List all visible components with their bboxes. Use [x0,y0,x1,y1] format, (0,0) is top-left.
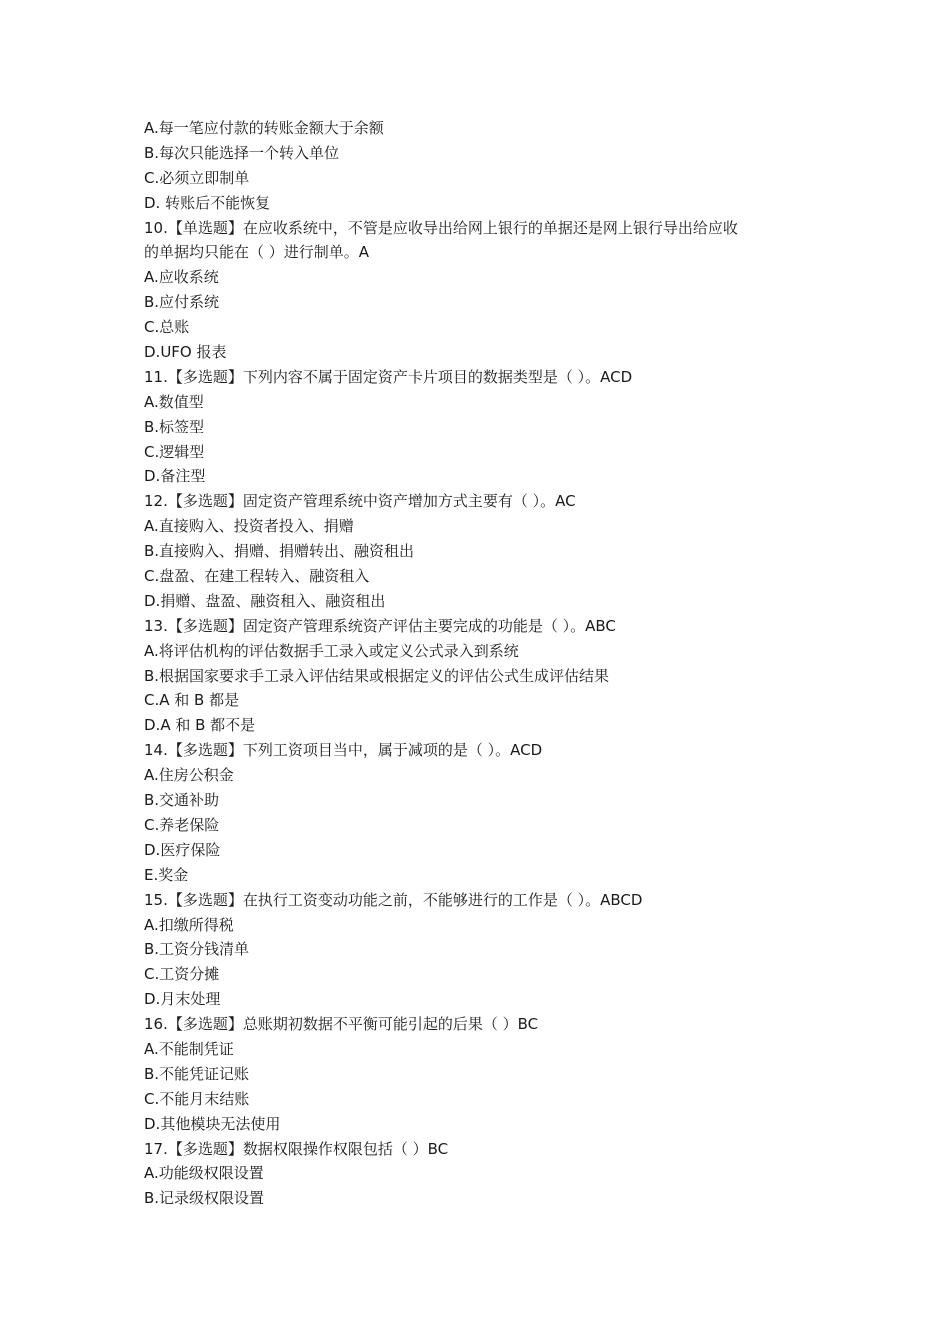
text-line: B.记录级权限设置 [144,1189,265,1208]
text-line: 16.【多选题】总账期初数据不平衡可能引起的后果（ ）BC [144,1015,539,1034]
text-line: D.备注型 [144,467,206,486]
text-line: B.直接购入、捐赠、捐赠转出、融资租出 [144,542,415,561]
text-line: 12.【多选题】固定资产管理系统中资产增加方式主要有（ ）。AC [144,492,576,511]
text-line: C.不能月末结账 [144,1089,250,1108]
text-line: A.不能制凭证 [144,1039,234,1058]
text-line: B.标签型 [144,417,205,436]
text-line: A.住房公积金 [144,766,234,785]
text-line: A.将评估机构的评估数据手工录入或定义公式录入到系统 [144,641,519,660]
text-line: A.数值型 [144,392,204,411]
text-line: E.奖金 [144,865,189,884]
text-line: A.每一笔应付款的转账金额大于余额 [144,119,384,137]
text-line: B.不能凭证记账 [144,1064,250,1083]
text-line: B.根据国家要求手工录入评估结果或根据定义的评估公式生成评估结果 [144,666,610,685]
text-line: 15.【多选题】在执行工资变动功能之前，不能够进行的工作是（ ）。ABCD [144,890,643,909]
text-line: B.应付系统 [144,293,220,312]
text-line: C.盘盈、在建工程转入、融资租入 [144,567,370,586]
text-line: B.工资分钱清单 [144,940,250,959]
text-line: C.养老保险 [144,815,220,834]
text-line: D.A 和 B 都不是 [144,716,256,735]
text-line: 10.【单选题】在应收系统中，不管是应收导出给网上银行的单据还是网上银行导出给应收 [144,218,738,237]
text-line: D.捐赠、盘盈、融资租入、融资租出 [144,591,386,610]
text-line: D.医疗保险 [144,840,221,859]
text-line: 14.【多选题】下列工资项目当中，属于减项的是（ ）。ACD [144,741,543,760]
text-line: A.扣缴所得税 [144,915,234,934]
text-line: D.其他模块无法使用 [144,1114,281,1133]
text-line: A.直接购入、投资者投入、捐赠 [144,517,354,536]
text-line: D.月末处理 [144,990,221,1009]
text-line: D. 转账后不能恢复 [144,193,271,212]
text-line: 11.【多选题】下列内容不属于固定资产卡片项目的数据类型是（ ）。ACD [144,367,633,386]
document-body [144,116,824,1211]
text-line: C.工资分摊 [144,965,220,984]
text-line: C.逻辑型 [144,442,205,461]
text-line: A.功能级权限设置 [144,1164,264,1183]
text-line: 17.【多选题】数据权限操作权限包括（ ）BC [144,1139,449,1158]
text-line: C.A 和 B 都是 [144,691,240,710]
text-line: C.必须立即制单 [144,168,250,187]
text-line: C.总账 [144,318,190,337]
text-line: D.UFO 报表 [144,343,227,362]
text-line: A.应收系统 [144,268,219,287]
text-line: B.每次只能选择一个转入单位 [144,143,340,162]
text-line: B.交通补助 [144,791,220,810]
text-line: 的单据均只能在（ ）进行制单。A [144,243,370,262]
text-line: 13.【多选题】固定资产管理系统资产评估主要完成的功能是（ ）。ABC [144,616,616,635]
